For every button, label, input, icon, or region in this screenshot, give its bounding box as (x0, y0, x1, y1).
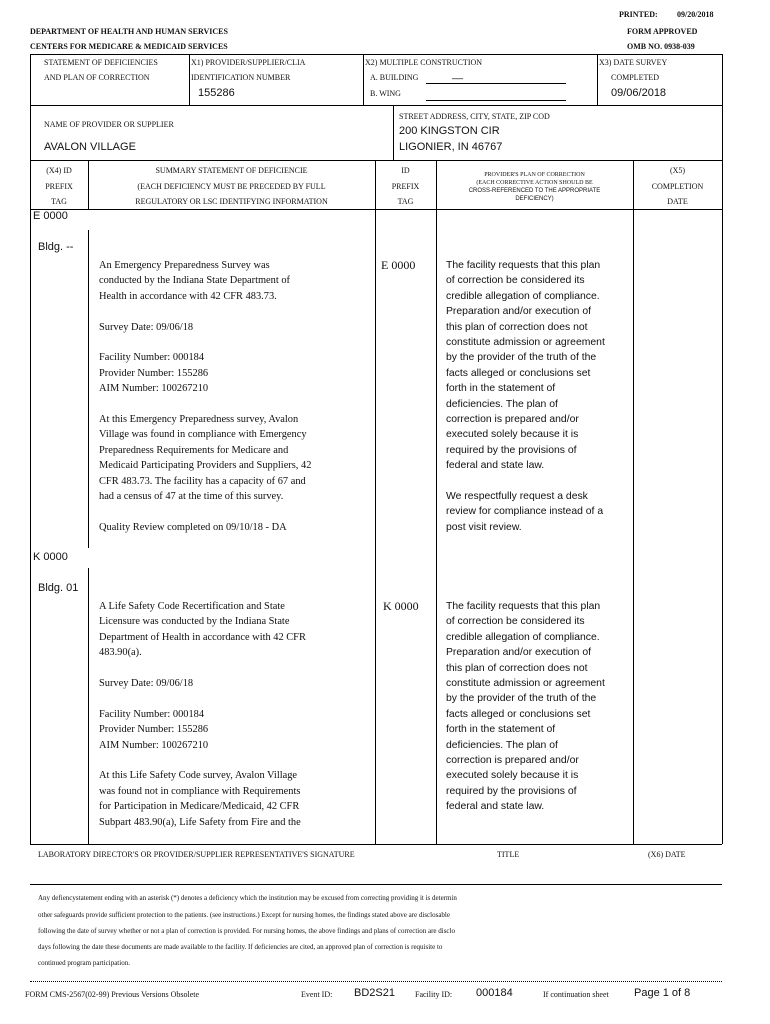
printed-label: PRINTED: (619, 10, 658, 19)
rule (30, 105, 722, 106)
summary-paragraph: An Emergency Preparedness Survey was conducted by the Indiana State Department of Health in accordance with 42 CFR 483.73. (99, 260, 291, 302)
multiple-construction-label: X2) MULTIPLE CONSTRUCTION (365, 58, 483, 67)
facility-id-value: 000184 (476, 987, 513, 999)
wing-label: B. WING (370, 89, 401, 98)
wing-line (426, 100, 566, 101)
summary-paragraph: Survey Date: 09/06/18 (99, 678, 194, 690)
building-label: A. BUILDING (370, 73, 419, 82)
plan-heading-2: (EACH CORRECTIVE ACTION SHOULD BE (476, 180, 593, 186)
disclaimer-line: days following the date these documents are made available to the facility. If deficiencies are cited, an approved plan of correction is requisite to (38, 943, 443, 951)
disclaimer-line: Any defiencystatement ending with an asterisk (*) denotes a deficiency which the institution may be excused from correcting providing it is determin (38, 894, 457, 902)
form-number: FORM CMS-2567(02-99) Previous Versions Obsolete (25, 990, 200, 999)
page-number: Page 1 of 8 (634, 987, 691, 999)
continuation-label: If continuation sheet (543, 990, 609, 999)
rule (88, 230, 89, 548)
address-street: 200 KINGSTON CIR (399, 125, 500, 137)
rule (30, 160, 722, 161)
plan-heading-4: DEFICIENCY) (515, 196, 554, 202)
provider-name-label: NAME OF PROVIDER OR SUPPLIER (44, 120, 174, 129)
rule (30, 54, 722, 55)
disclaimer-line: other safeguards provide sufficient protection to the patients. (see instructions.) Except for nursing homes, the findings stated above are disclosable (38, 911, 450, 919)
rule (189, 54, 190, 105)
building-line (426, 83, 566, 84)
rule (30, 884, 722, 885)
plan-paragraph: We respectfully request a desk review for compliance instead of a post visit review. (446, 491, 604, 533)
plan-paragraph: The facility requests that this plan of correction be considered its credible allegation of compliance. Preparation and/or execution of this plan of correction does not constitute admission or agreement by the provider of the truth of the facts alleged or conclusions set forth in the statement of deficiencies. The plan of correction is prepared and/or executed solely because it is required by the provisions of federal and state law. (446, 601, 605, 813)
address-city: LIGONIER, IN 46767 (399, 141, 503, 153)
x4-prefix-label: PREFIX (45, 182, 73, 191)
signature-date-label: (X6) DATE (648, 850, 686, 859)
summary-paragraph: A Life Safety Code Recertification and State Licensure was conducted by the Indiana State Department of Health in accordance with 42 CFR 483.90(a). (99, 601, 306, 659)
plan-of-correction (446, 599, 630, 815)
rule (722, 54, 723, 844)
rule (363, 54, 364, 105)
x5-label: (X5) (669, 166, 686, 175)
completed-label: COMPLETED (611, 73, 659, 82)
identification-number-label: IDENTIFICATION NUMBER (191, 73, 291, 82)
date-survey-label: X3) DATE SURVEY (599, 58, 668, 67)
id-tag-label: TAG (397, 197, 414, 206)
plan-heading-1: PROVIDER'S PLAN OF CORRECTION (484, 172, 585, 178)
title-label: TITLE (497, 850, 520, 859)
section-tag: K 0000 (33, 551, 72, 563)
address-label: STREET ADDRESS, CITY, STATE, ZIP COD (399, 112, 550, 121)
id-prefix-label: PREFIX (391, 182, 420, 191)
provider-id-value: 155286 (198, 87, 235, 99)
summary-paragraph: Facility Number: 000184 Provider Number: 155286 AIM Number: 100267210 (99, 352, 209, 395)
rule (633, 209, 634, 844)
rule (30, 844, 722, 845)
summary-paragraph: Survey Date: 09/06/18 (99, 321, 194, 333)
summary-paragraph: Facility Number: 000184 Provider Number: 155286 AIM Number: 100267210 (99, 708, 209, 751)
form-approved: FORM APPROVED (627, 27, 698, 36)
summary-paragraph: Quality Review completed on 09/10/18 - DA (99, 521, 287, 533)
summary-heading-2: (EACH DEFICIENCY MUST BE PRECEDED BY FULL (137, 182, 326, 191)
building-id: Bldg. -- (38, 241, 77, 253)
provider-id-label: X1) PROVIDER/SUPPLIER/CLIA (191, 58, 306, 67)
rule (88, 568, 89, 844)
disclaimer-line: continued program participation. (38, 959, 130, 967)
plan-paragraph: The facility requests that this plan of correction be considered its credible allegation of compliance. Preparation and/or execution of this plan of correction does not constitute admission or agreement by the provider of the truth of the facts alleged or conclusions set forth in the statement of deficiencies. The plan of correction is prepared and/or executed solely because it is required by the provisions of federal and state law. (446, 260, 605, 472)
x4-tag-label: TAG (51, 197, 67, 206)
provider-name-value: AVALON VILLAGE (44, 141, 136, 153)
facility-id-label: Facility ID: (415, 990, 453, 999)
plan-of-correction (446, 258, 630, 535)
centers-title: CENTERS FOR MEDICARE & MEDICAID SERVICES (30, 42, 228, 51)
plan-label: AND PLAN OF CORRECTION (44, 73, 150, 82)
event-id-label: Event ID: (301, 990, 333, 999)
x4-id-label: (X4) ID (46, 166, 72, 175)
statement-label: STATEMENT OF DEFICIENCIES (44, 58, 158, 67)
summary-paragraph: At this Emergency Preparedness survey, Avalon Village was found in compliance with Emergency Preparedness Requirements for Medicare and Medicaid Participating Providers and Suppliers, 42 CFR 483.73. The facility has a capacity of 67 and had a census of 47 at the time of this survey. (99, 414, 312, 503)
deficiency-id-tag: K 0000 (383, 599, 419, 613)
signature-label: LABORATORY DIRECTOR'S OR PROVIDER/SUPPLIER REPRESENTATIVE'S SIGNATURE (38, 850, 355, 859)
printed-date: 09/20/2018 (677, 10, 714, 19)
completion-label: COMPLETION (651, 182, 704, 191)
rule (597, 54, 598, 105)
department-title: DEPARTMENT OF HEALTH AND HUMAN SERVICES (30, 27, 228, 36)
id-label: ID (401, 166, 410, 175)
plan-heading-3: CROSS-REFERENCED TO THE APPROPRIATE (468, 188, 601, 194)
summary-paragraph: At this Life Safety Code survey, Avalon Village was found not in compliance with Requirements for Participation in Medicare/Medicaid, 42 CFR Subpart 483.90(a), Life Safety from Fire and the (99, 770, 301, 828)
disclaimer-line: following the date of survey whether or not a plan of correction is provided. For nursing homes, the above findings and plans of correction are disclo (38, 927, 455, 935)
survey-date-value: 09/06/2018 (611, 87, 667, 99)
section-tag: E 0000 (33, 210, 72, 222)
date-label: DATE (667, 197, 688, 206)
rule (375, 209, 376, 844)
rule (393, 105, 394, 160)
deficiency-id-tag: E 0000 (381, 258, 416, 272)
building-id: Bldg. 01 (38, 582, 82, 594)
rule (30, 209, 722, 210)
omb-number: OMB NO. 0938-039 (627, 42, 695, 51)
rule (436, 209, 437, 844)
deficiency-summary (99, 258, 371, 535)
summary-heading-3: REGULATORY OR LSC IDENTIFYING INFORMATION (135, 197, 328, 206)
footer-rule (30, 981, 722, 982)
building-value: __ (452, 69, 464, 80)
summary-heading-1: SUMMARY STATEMENT OF DEFICIENCIE (155, 166, 308, 175)
event-id-value: BD2S21 (354, 987, 395, 999)
deficiency-summary (99, 599, 371, 830)
